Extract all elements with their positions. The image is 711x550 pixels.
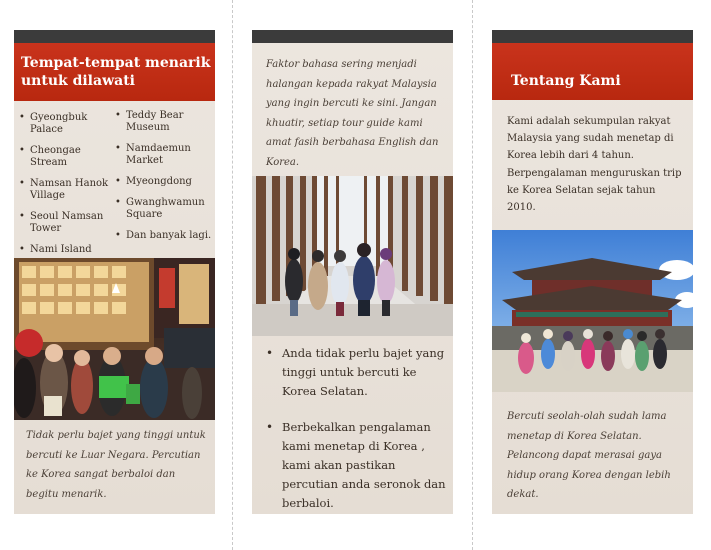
panel-top-bar — [252, 30, 453, 43]
myeongdong-street-photo — [14, 258, 215, 420]
about-caption: Bercuti seolah-olah sudah lama menetap di Korea Selatan. Pelancong dapat merasai gaya hidup orang Korea dengan lebih dekat. — [507, 411, 671, 500]
palace-group-photo — [492, 230, 693, 392]
places-list-col1 — [19, 112, 114, 265]
place-item: • Namsan Hanok Village — [19, 178, 114, 202]
place-item: • Teddy Bear Museum — [115, 110, 213, 134]
panel-top-bar — [14, 30, 215, 43]
about-header — [492, 43, 693, 100]
nami-island-group-photo — [252, 176, 453, 336]
panel-about — [492, 30, 693, 514]
place-item: • Gwanghwamun Square — [115, 197, 213, 221]
panel-places — [14, 30, 215, 514]
places-list-col2 — [115, 110, 213, 251]
about-text: Kami adalah sekumpulan rakyat Malaysia yang sudah menetap di Korea lebih dari 4 tahun. Berpengalaman menguruskan trip ke Korea Selatan sejak tahun 2010. — [507, 116, 682, 214]
fold-line-right — [472, 0, 473, 550]
fold-line-left — [232, 0, 233, 550]
place-item: • Nami Island — [19, 244, 114, 256]
place-item: • Gyeongbuk Palace — [19, 112, 114, 136]
places-heading: Tempat-tempat menarik untuk dilawati — [21, 55, 211, 89]
language-intro: Faktor bahasa sering menjadi halangan kepada rakyat Malaysia yang ingin bercuti ke sini. Jangan khuatir, setiap tour guide kami amat fasih berbahasa English dan Korea. — [266, 59, 439, 168]
bullet-experience: • Berbekalkan pengalaman kami menetap di Korea , kami akan pastikan percutian anda seronok dan berbaloi. — [266, 418, 446, 513]
place-item: • Seoul Namsan Tower — [19, 211, 114, 235]
place-item: • Myeongdong — [115, 176, 213, 188]
place-item: • Cheongae Stream — [19, 145, 114, 169]
about-heading: Tentang Kami — [511, 73, 621, 89]
place-item: • Dan banyak lagi. — [115, 230, 213, 242]
language-bullets — [266, 344, 446, 514]
places-header — [14, 43, 215, 101]
panel-top-bar — [492, 30, 693, 43]
bullet-budget: • Anda tidak perlu bajet yang tinggi untuk bercuti ke Korea Selatan. — [266, 344, 446, 401]
panel-language — [252, 30, 453, 514]
places-caption: Tidak perlu bajet yang tinggi untuk bercuti ke Luar Negara. Percutian ke Korea sangat berbaloi dan begitu menarik. — [26, 430, 206, 500]
place-item: • Namdaemun Market — [115, 143, 213, 167]
